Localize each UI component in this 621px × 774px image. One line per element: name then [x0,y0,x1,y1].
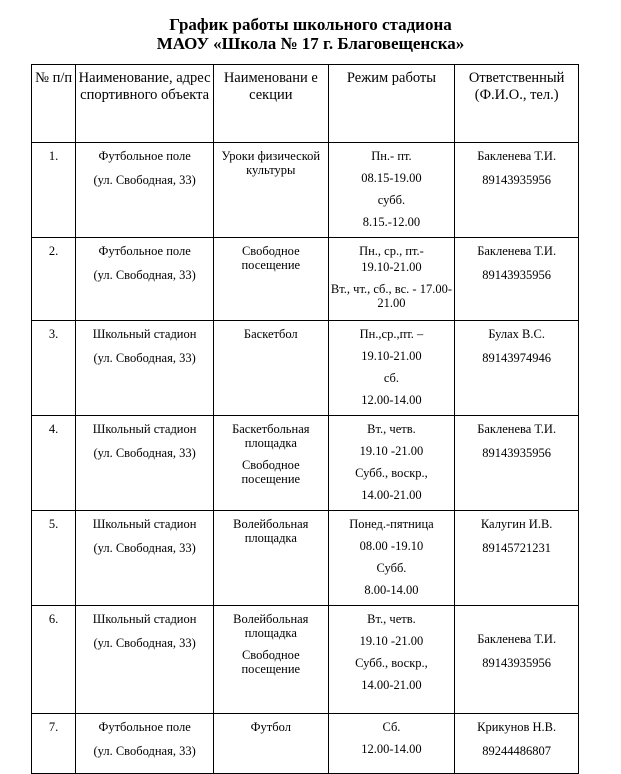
header-schedule: Режим работы [328,65,455,143]
schedule-line: 19.10 -21.00 [359,444,424,458]
schedule-line: 14.00-21.00 [361,678,422,692]
row-number: 6. [32,606,76,714]
object-address: (ул. Свободная, 33) [93,446,196,460]
schedule-line: Вт., четв. [367,422,416,436]
object-cell [76,714,214,774]
object-address: (ул. Свободная, 33) [93,173,196,187]
responsible-cell [455,143,579,238]
object-address: (ул. Свободная, 33) [93,636,196,650]
section-cell [213,606,328,714]
object-address: (ул. Свободная, 33) [93,744,196,758]
schedule-line: Субб., воскр., [355,656,428,670]
section-name: Волейбольная площадка [233,612,309,640]
schedule-line: 8.15.-12.00 [362,215,421,229]
schedule-cell [328,238,455,321]
row-number: 7. [32,714,76,774]
schedule-cell [328,714,455,774]
section-name: Свободное посещение [241,244,301,272]
responsible-cell [455,416,579,511]
object-address: (ул. Свободная, 33) [93,541,196,555]
table-row [32,321,579,416]
schedule-cell [328,416,455,511]
table-row [32,143,579,238]
object-cell [76,321,214,416]
section-name-secondary: Свободное посещение [241,648,301,676]
schedule-line: 19.10-21.00 [361,349,422,363]
responsible-name: Булах В.С. [488,327,545,341]
responsible-phone: 89143935956 [482,268,552,282]
schedule-line: Вт., чт., сб., вс. - 17.00-21.00 [330,282,452,310]
responsible-phone: 89143935956 [482,173,552,187]
schedule-line: Пн.- пт. [371,149,412,163]
schedule-cell [328,606,455,714]
document-title: График работы школьного стадиона [169,15,452,34]
section-cell [213,714,328,774]
responsible-name: Крикунов Н.В. [477,720,557,734]
responsible-cell [455,714,579,774]
schedule-line: Сб. [382,720,401,734]
schedule-line: субб. [377,193,406,207]
schedule-line: 08.15-19.00 [361,171,422,185]
object-address: (ул. Свободная, 33) [93,268,196,282]
responsible-name: Калугин И.В. [480,517,553,531]
responsible-name: Бакленева Т.И. [477,632,557,646]
schedule-line: Пн., ср., пт.- [359,244,424,258]
responsible-cell [455,321,579,416]
section-name: Баскетбольная площадка [232,422,310,450]
table-row [32,238,579,321]
section-name-secondary: Свободное посещение [241,458,301,486]
section-name: Волейбольная площадка [233,517,309,545]
object-name: Футбольное поле [98,720,191,734]
schedule-line: Субб., воскр., [355,466,428,480]
responsible-name: Бакленева Т.И. [477,244,557,258]
object-name: Школьный стадион [92,327,197,341]
section-cell [213,416,328,511]
responsible-name: Бакленева Т.И. [477,422,557,436]
document-subtitle: МАОУ «Школа № 17 г. Благовещенска» [156,34,465,53]
section-cell [213,238,328,321]
header-object: Наименование, адрес спортивного объекта [76,65,214,143]
schedule-line: 19.10 -21.00 [359,634,424,648]
responsible-phone: 89143935956 [482,446,552,460]
object-name: Школьный стадион [92,517,197,531]
schedule-line: Понед.-пятница [349,517,434,531]
schedule-cell [328,143,455,238]
responsible-cell [455,238,579,321]
row-number: 3. [32,321,76,416]
object-cell [76,511,214,606]
table-row [32,511,579,606]
schedule-line: 12.00-14.00 [361,742,422,756]
responsible-cell [455,511,579,606]
section-cell [213,143,328,238]
row-number: 2. [32,238,76,321]
table-row [32,714,579,774]
schedule-line: Пн.,ср.,пт. – [359,327,424,341]
header-section: Наименовани е секции [213,65,328,143]
schedule-line: Субб. [376,561,407,575]
row-number: 5. [32,511,76,606]
table-header-row [32,65,579,143]
responsible-phone: 89143974946 [482,351,552,365]
section-cell [213,511,328,606]
table-row [32,416,579,511]
section-cell [213,321,328,416]
responsible-name: Бакленева Т.И. [477,149,557,163]
object-cell [76,143,214,238]
schedule-line: сб. [383,371,400,385]
schedule-line: 8.00-14.00 [364,583,419,597]
schedule-cell [328,511,455,606]
schedule-line: 19.10-21.00 [361,260,422,274]
schedule-line: 12.00-14.00 [361,393,422,407]
schedule-line: 14.00-21.00 [361,488,422,502]
section-name: Футбол [250,720,291,734]
responsible-phone: 89145721231 [482,541,552,555]
section-name: Баскетбол [243,327,298,341]
header-number: № п/п [32,65,76,143]
section-name: Уроки физической культуры [221,149,321,177]
object-name: Школьный стадион [92,422,197,436]
schedule-line: Вт., четв. [367,612,416,626]
responsible-phone: 89244486807 [482,744,552,758]
schedule-line: 08.00 -19.10 [359,539,424,553]
object-address: (ул. Свободная, 33) [93,351,196,365]
responsible-cell [455,606,579,714]
schedule-cell [328,321,455,416]
row-number: 4. [32,416,76,511]
row-number: 1. [32,143,76,238]
responsible-phone: 89143935956 [482,656,552,670]
object-cell [76,238,214,321]
header-responsible: Ответственный (Ф.И.О., тел.) [455,65,579,143]
object-name: Школьный стадион [92,612,197,626]
object-name: Футбольное поле [98,149,191,163]
object-name: Футбольное поле [98,244,191,258]
object-cell [76,606,214,714]
schedule-table [31,64,579,774]
object-cell [76,416,214,511]
table-row [32,606,579,714]
